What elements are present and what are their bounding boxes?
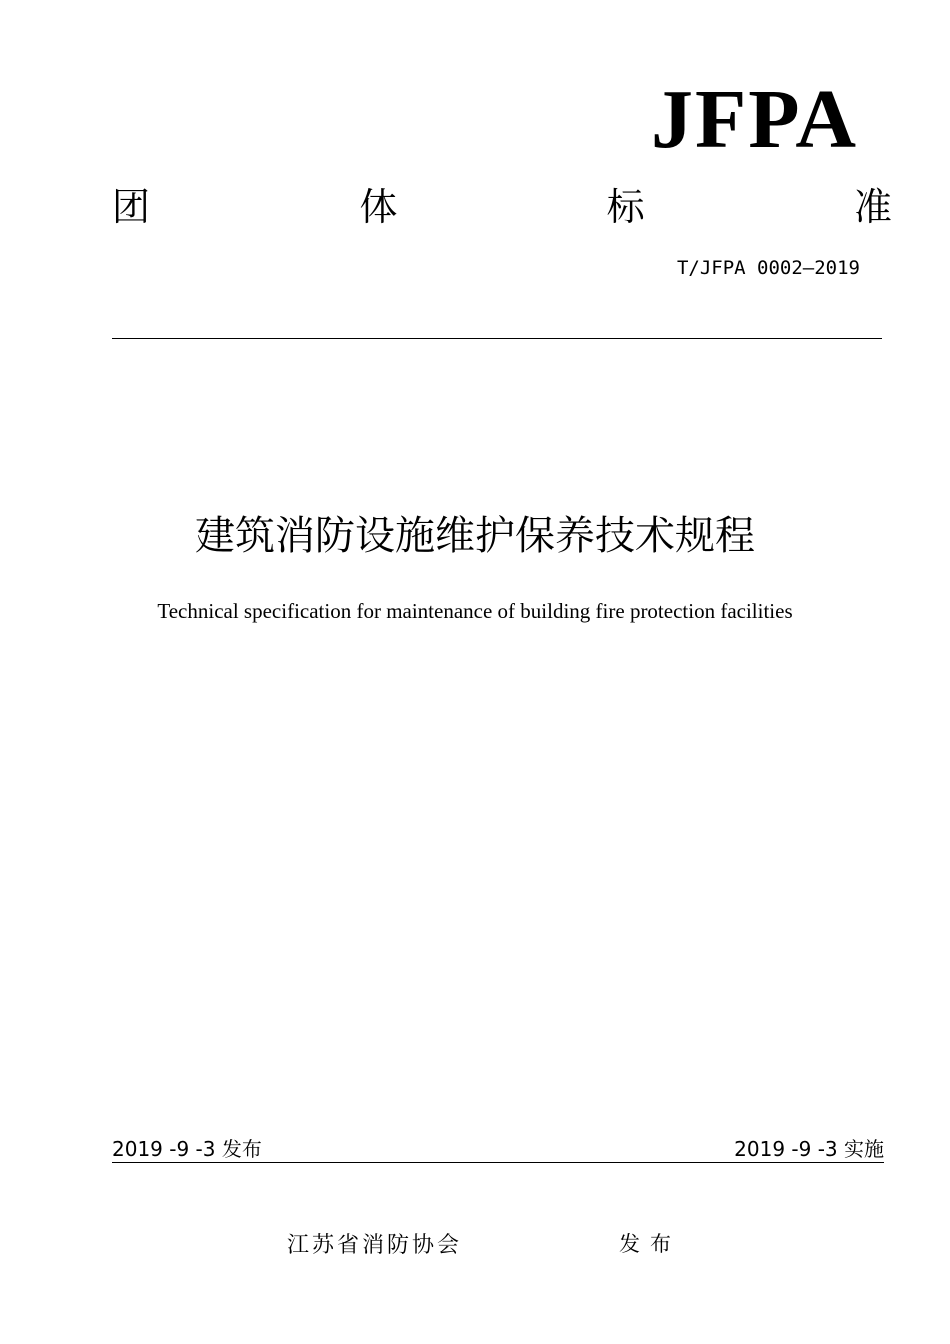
standard-code: T/JFPA 0002—2019 <box>676 257 860 279</box>
footer-divider <box>112 1162 884 1163</box>
issue-date: 2019 -9 -3 发布 <box>112 1137 262 1161</box>
document-title-chinese: 建筑消防设施维护保养技术规程 <box>195 513 755 559</box>
implementation-date: 2019 -9 -3 实施 <box>734 1137 884 1161</box>
standard-type-char: 标 <box>606 185 645 229</box>
standard-type-char: 团 <box>112 185 151 229</box>
header-divider <box>112 338 882 339</box>
standard-type-char: 体 <box>359 185 398 229</box>
date-row <box>112 1137 884 1161</box>
organization-logo: JFPA <box>650 73 858 166</box>
standard-type <box>112 185 892 229</box>
publish-label: 发布 <box>619 1232 681 1256</box>
publisher-name: 江苏省消防协会 <box>287 1233 463 1258</box>
document-title-english: Technical specification for maintenance of building fire protection facilities <box>157 599 793 623</box>
standard-type-char: 准 <box>853 185 892 229</box>
